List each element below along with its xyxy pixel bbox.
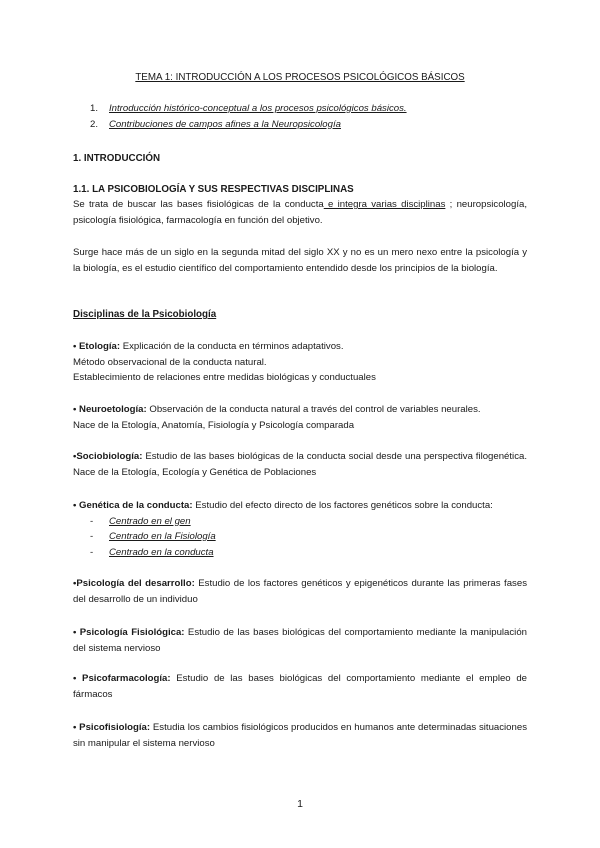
- etologia-definition: Explicación de la conducta en términos adaptativos.: [120, 341, 344, 352]
- discipline-genetica: [73, 498, 527, 560]
- desarrollo-definition: Estudio de los factores genéticos y epigenéticos durante las primeras fases del desarrollo de un individuo: [73, 578, 527, 605]
- subsection-heading: 1.1. LA PSICOBIOLOGÍA Y SUS RESPECTIVAS DISCIPLINAS: [73, 184, 354, 195]
- sociobiologia-term: •Sociobiología:: [73, 451, 143, 462]
- discipline-desarrollo: [73, 576, 527, 607]
- dash-marker: -: [90, 546, 94, 558]
- outline-list: [73, 101, 527, 132]
- sociobiologia-definition: Estudio de las bases biológicas de la conducta social desde una perspectiva filogenética. Nace de la Etología, Ecología y Genética de Poblaciones: [73, 451, 527, 478]
- discipline-sociobiologia: [73, 449, 527, 480]
- outline-link[interactable]: Contribuciones de campos afines a la Neuropsicología: [109, 118, 341, 130]
- dash-marker: -: [90, 515, 94, 527]
- outline-number: 2.: [90, 118, 99, 130]
- etologia-line: [73, 339, 527, 355]
- psicofisiologia-term: • Psicofisiología:: [73, 722, 151, 733]
- psicofarmacologia-definition: Estudio de las bases biológicas del comportamiento mediante el empleo de fármacos: [73, 673, 528, 700]
- page-number: 1: [297, 798, 303, 810]
- genetica-item-link[interactable]: Centrado en la conducta: [109, 546, 214, 558]
- document-title: TEMA 1: INTRODUCCIÓN A LOS PROCESOS PSICOLÓGICOS BÁSICOS: [135, 72, 465, 83]
- genetica-item-link[interactable]: Centrado en el gen: [109, 515, 191, 527]
- etologia-method: Método observacional de la conducta natural.: [73, 356, 267, 368]
- discipline-fisiologica: [73, 625, 527, 656]
- outline-item: [73, 101, 527, 117]
- intro-text: Se trata de buscar las bases fisiológicas de la conducta: [73, 199, 324, 210]
- discipline-etologia: [73, 339, 527, 386]
- dash-marker: -: [90, 531, 94, 542]
- outline-link[interactable]: Introducción histórico-conceptual a los procesos psicológicos básicos.: [109, 103, 407, 114]
- fisiologica-definition: Estudio de las bases biológicas del comportamiento mediante la manipulación del sistema nervioso: [73, 627, 527, 654]
- etologia-relations: Establecimiento de relaciones entre medidas biológicas y conductuales: [73, 372, 376, 383]
- disciplines-heading: Disciplinas de la Psicobiología: [73, 309, 217, 320]
- neuroetologia-term: • Neuroetología:: [73, 404, 147, 415]
- discipline-psicofisiologia: [73, 720, 527, 751]
- history-paragraph: Surge hace más de un siglo en la segunda mitad del siglo XX y no es un mero nexo entre la psicología y la biología, es el estudio científico del comportamiento entendido desde los principios de la biología.: [73, 247, 527, 274]
- genetica-term: • Genética de la conducta:: [73, 500, 193, 511]
- neuroetologia-origin: Nace de la Etología, Anatomía, Fisiología y Psicología comparada: [73, 419, 355, 431]
- genetica-definition: Estudio del efecto directo de los factores genéticos sobre la conducta:: [192, 500, 493, 511]
- psicofarmacologia-term: • Psicofarmacología:: [73, 673, 171, 684]
- desarrollo-term: •Psicología del desarrollo:: [73, 578, 195, 589]
- intro-paragraph: [73, 197, 527, 228]
- neuroetologia-definition: Observación de la conducta natural a través del control de variables neurales.: [146, 404, 481, 415]
- genetica-item: [73, 514, 527, 530]
- genetica-item-link[interactable]: Centrado en la Fisiología: [109, 531, 216, 542]
- genetica-item: [73, 529, 527, 545]
- intro-text-continued: ; neuropsicología, psicología fisiológica, farmacología en función del objetivo.: [73, 199, 527, 226]
- discipline-psicofarmacologia: [73, 671, 527, 702]
- neuroetologia-line: [73, 402, 527, 418]
- discipline-neuroetologia: [73, 402, 527, 433]
- genetica-item: [73, 545, 527, 561]
- outline-item: [73, 117, 527, 133]
- intro-underlined-text: e integra varias disciplinas: [323, 199, 446, 210]
- section-heading: 1. INTRODUCCIÓN: [73, 153, 161, 164]
- fisiologica-term: • Psicología Fisiológica:: [73, 627, 185, 638]
- etologia-term: • Etología:: [73, 341, 121, 352]
- genetica-line: [73, 498, 527, 514]
- outline-number: 1.: [90, 103, 99, 114]
- psicofisiologia-definition: Estudia los cambios fisiológicos producidos en humanos ante determinadas situaciones sin manipular el sistema nervioso: [73, 722, 527, 749]
